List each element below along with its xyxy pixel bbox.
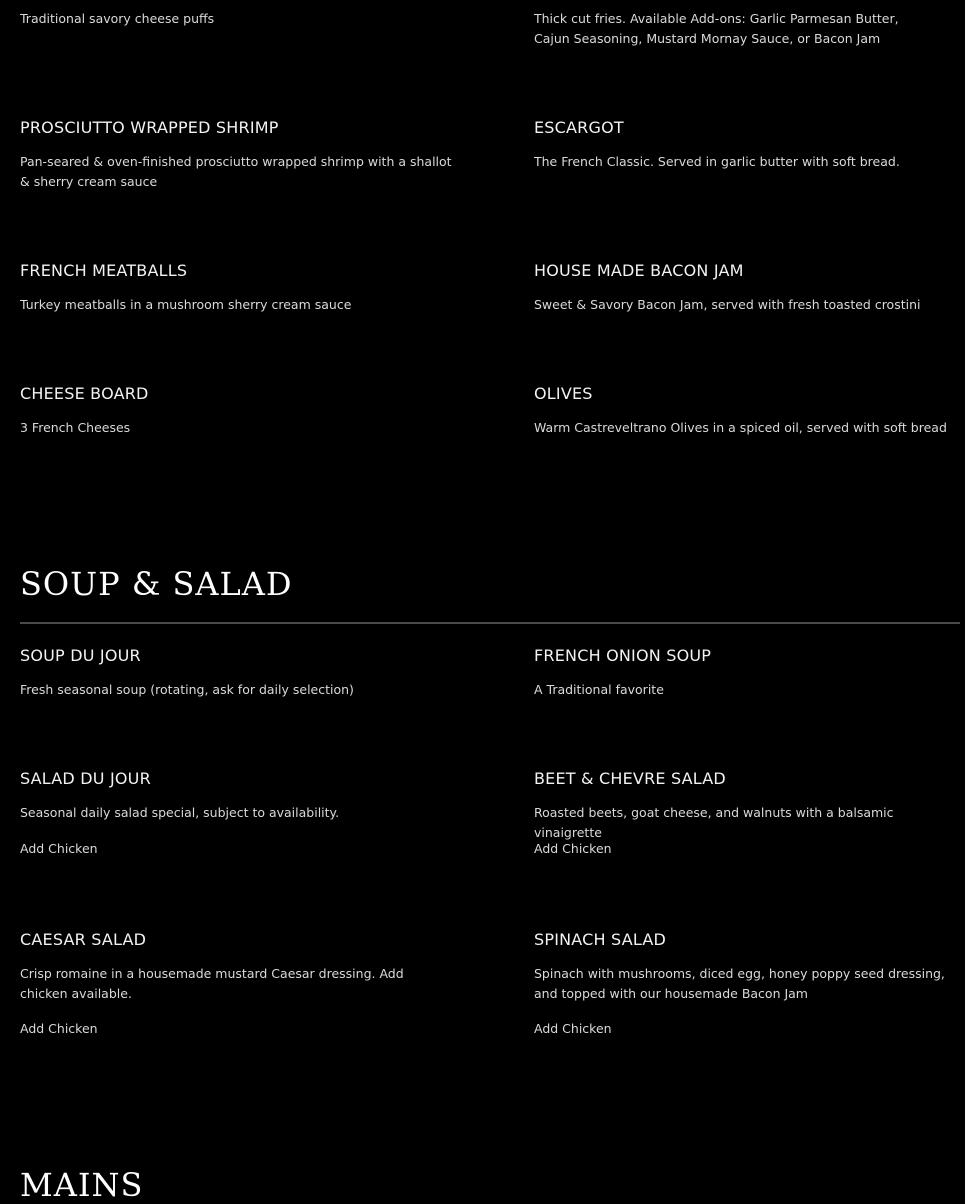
escargot-description: The French Classic. Served in garlic butter with soft bread. — [534, 154, 900, 169]
prosciutto-shrimp-title: PROSCIUTTO WRAPPED SHRIMP — [20, 118, 279, 137]
salad-du-jour-addon: Add Chicken — [20, 841, 98, 856]
bacon-jam-description: Sweet & Savory Bacon Jam, served with fresh toasted crostini — [534, 297, 921, 312]
prosciutto-shrimp-description: Pan-seared & oven-finished prosciutto wrapped shrimp with a shallot & sherry cream sauce — [20, 154, 452, 189]
soup-du-jour-title: SOUP DU JOUR — [20, 646, 141, 665]
beet-chevre-salad-addon: Add Chicken — [534, 841, 612, 856]
salad-du-jour-description: Seasonal daily salad special, subject to availability. — [20, 805, 340, 820]
spinach-salad-addon: Add Chicken — [534, 1021, 612, 1036]
french-onion-soup-description: A Traditional favorite — [534, 682, 664, 697]
french-meatballs-description: Turkey meatballs in a mushroom sherry cream sauce — [20, 297, 352, 312]
bacon-jam-title: HOUSE MADE BACON JAM — [534, 261, 744, 280]
cheese-board-title: CHEESE BOARD — [20, 384, 149, 403]
caesar-salad-description: Crisp romaine in a housemade mustard Caesar dressing. Add chicken available. — [20, 966, 404, 1001]
spinach-salad-description: Spinach with mushrooms, diced egg, honey poppy seed dressing, and topped with our housemade Bacon Jam — [534, 966, 945, 1001]
gougeres-description: Traditional savory cheese puffs — [20, 11, 215, 26]
section-heading-soup-salad: SOUP & SALAD — [20, 565, 293, 603]
escargot-title: ESCARGOT — [534, 118, 624, 137]
spinach-salad-title: SPINACH SALAD — [534, 930, 666, 949]
french-onion-soup-title: FRENCH ONION SOUP — [534, 646, 712, 665]
french-meatballs-title: FRENCH MEATBALLS — [20, 261, 188, 280]
beet-chevre-salad-title: BEET & CHEVRE SALAD — [534, 769, 726, 788]
soup-du-jour-description: Fresh seasonal soup (rotating, ask for daily selection) — [20, 682, 354, 697]
caesar-salad-title: CAESAR SALAD — [20, 930, 147, 949]
beet-chevre-salad-description: Roasted beets, goat cheese, and walnuts with a balsamic vinaigrette — [534, 805, 894, 840]
caesar-salad-addon: Add Chicken — [20, 1021, 98, 1036]
olives-title: OLIVES — [534, 384, 593, 403]
section-divider — [20, 622, 960, 624]
salad-du-jour-title: SALAD DU JOUR — [20, 769, 151, 788]
cheese-board-description: 3 French Cheeses — [20, 420, 131, 435]
fries-description: Thick cut fries. Available Add-ons: Garlic Parmesan Butter, Cajun Seasoning, Mustard Mornay Sauce, or Bacon Jam — [534, 11, 899, 46]
section-heading-mains: MAINS — [20, 1166, 144, 1204]
olives-description: Warm Castreveltrano Olives in a spiced oil, served with soft bread — [534, 420, 947, 435]
